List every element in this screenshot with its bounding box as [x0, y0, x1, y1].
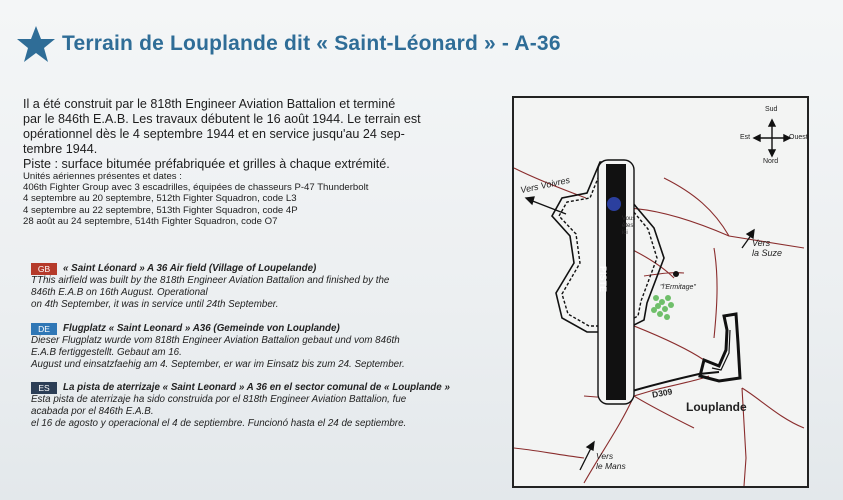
intro-line: opérationnel dès le 4 septembre 1944 et en service jusqu'au 24 sep-	[23, 127, 405, 141]
runway-label: PISTE	[598, 266, 608, 293]
you-are-here-line: êtes	[622, 223, 634, 229]
intro-line: Piste : surface bitumée préfabriquée et grilles à chaque extrémité.	[23, 157, 390, 171]
compass-rose	[754, 120, 790, 156]
compass-west-label: Est	[740, 134, 751, 141]
compass-north-label: Sud	[765, 106, 778, 113]
language-badge-de: DE	[31, 323, 57, 335]
units-line: 28 août au 24 septembre, 514th Fighter Squadron, code O7	[23, 215, 278, 227]
translation-line: 846th E.A.B on 16th August. Operational	[31, 286, 208, 298]
to-le-mans-label	[596, 452, 626, 471]
translation-line: acabada por el 846th E.A.B.	[31, 405, 154, 417]
units-line: 406th Fighter Group avec 3 escadrilles, équipées de chasseurs P-47 Thunderbolt	[23, 182, 369, 194]
to-le-mans-line: Vers	[596, 451, 614, 461]
airfield-map	[512, 96, 809, 488]
translation-line: TThis airfield was built by the 818th Engineer Aviation Battalion and finished by the	[31, 275, 390, 286]
translation-title: « Saint Léonard » A 36 Air field (Village of Loupelande)	[63, 263, 317, 275]
units-line: 4 septembre au 20 septembre, 512th Fighter Squadron, code L3	[23, 193, 297, 205]
language-badge-es: ES	[31, 382, 57, 394]
intro-line: par le 846th E.A.B. Les travaux débutent le 16 août 1944. Le terrain est	[23, 112, 421, 126]
town-outline	[700, 314, 740, 381]
compass-east-label: Ouest	[789, 134, 808, 141]
translation-line: Esta pista de aterrizaje ha sido construida por el 818th Engineer Aviation Battalion, fue	[31, 394, 407, 405]
units-line: Unités aériennes présentes et dates :	[23, 171, 182, 182]
star-icon	[16, 24, 56, 64]
to-suze-label	[752, 238, 782, 258]
intro-line: tembre 1944.	[23, 142, 98, 156]
translation-line: August und einsatzfaehig am 4. September, er war im Einsatz bis zum 24. September.	[31, 358, 405, 370]
translation-line: E.A.B fertiggestellt. Gebaut am 16.	[31, 346, 182, 358]
intro-line: Il a été construit par le 818th Engineer Aviation Battalion et terminé	[23, 97, 396, 111]
translation-title: La pista de aterrizaje « Saint Leonard » A 36 en el sector comunal de « Louplande »	[63, 382, 450, 394]
you-are-here-line: Vous	[622, 216, 636, 222]
you-are-here-line: ici	[622, 230, 628, 236]
town-label: Louplande	[686, 400, 747, 414]
to-suze-line: Vers	[752, 238, 771, 248]
road-d309-label: D309	[651, 386, 674, 400]
compass-south-label: Nord	[763, 158, 779, 165]
ermitage-label: "l'Ermitage"	[660, 284, 696, 291]
translation-line: on 4th September, it was in service until 24th September.	[31, 298, 279, 310]
you-are-here-dot	[607, 197, 621, 211]
direction-arrows	[526, 197, 754, 470]
translation-spanish	[31, 382, 501, 429]
to-suze-line: la Suze	[752, 248, 783, 258]
woods	[651, 295, 674, 320]
to-voivres-label: Vers Voivres	[519, 174, 571, 196]
ermitage-marker	[673, 271, 679, 277]
map-drawing	[514, 98, 807, 486]
header	[16, 22, 561, 66]
units-line: 4 septembre au 22 septembre, 513th Fighter Squadron, code 4P	[23, 204, 298, 216]
translation-german	[31, 323, 501, 370]
translation-title: Flugplatz « Saint Leonard » A36 (Gemeinde von Louplande)	[63, 323, 340, 335]
page-title: Terrain de Louplande dit « Saint-Léonard » - A-36	[62, 32, 561, 55]
to-le-mans-line: le Mans	[596, 460, 626, 471]
intro-text	[23, 97, 501, 172]
translation-line: el 16 de agosto y operacional el 4 de septiembre. Funcionó hasta el 24 de septiembre.	[31, 417, 407, 429]
air-units-list	[23, 171, 501, 227]
roads	[514, 168, 804, 486]
translation-line: Dieser Flugplatz wurde vom 818th Engineer Aviation Battalion gebaut und vom 846th	[31, 335, 400, 346]
language-badge-gb: GB	[31, 263, 57, 275]
you-are-here-label	[622, 216, 635, 237]
translation-english	[31, 263, 501, 310]
